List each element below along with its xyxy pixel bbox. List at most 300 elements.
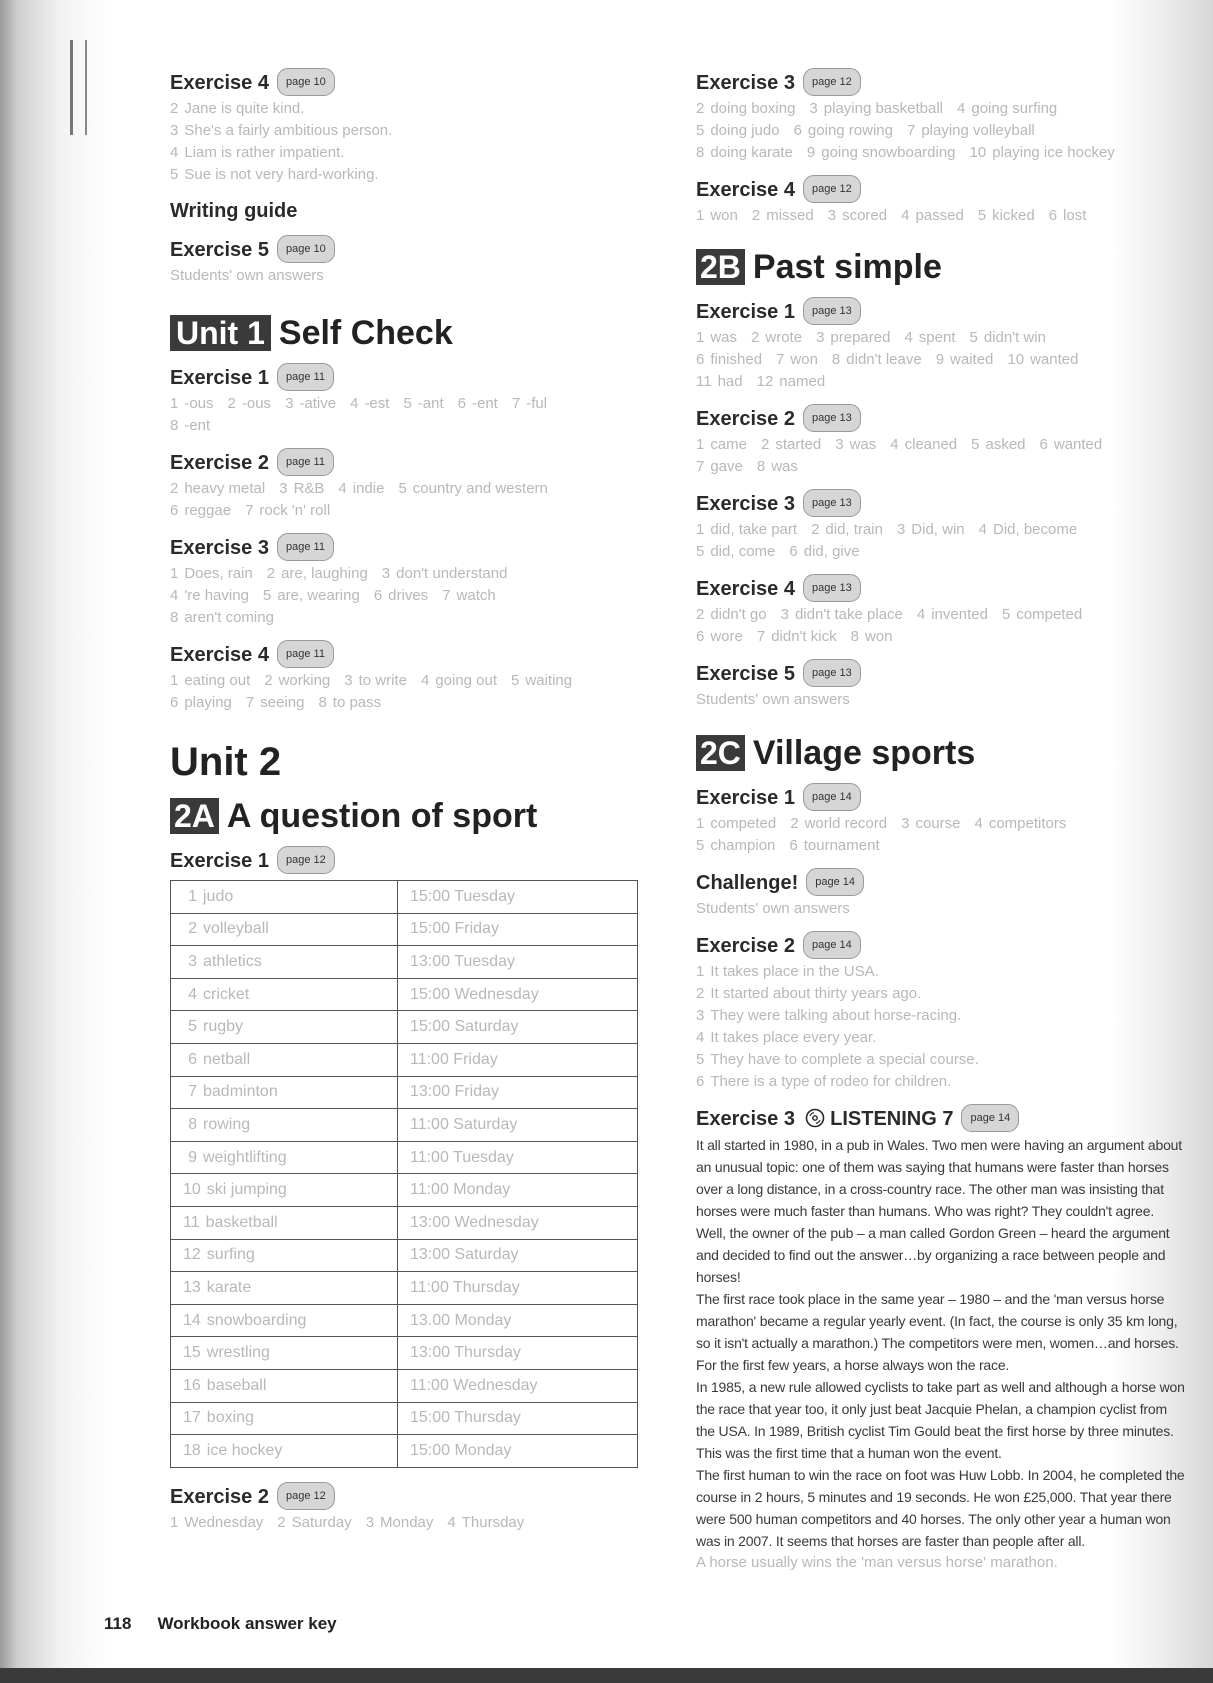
section-2b-exercise-5	[696, 661, 1186, 711]
answer-item	[170, 502, 231, 519]
time-cell: 11:00 Monday	[398, 1174, 638, 1207]
row-number: 5	[188, 1018, 197, 1036]
answer-text: lost	[1063, 207, 1087, 224]
answer-item	[344, 672, 407, 689]
answer-text: started	[775, 436, 822, 453]
answer-number: 7	[442, 587, 451, 604]
answer-text: playing volleyball	[921, 122, 1035, 139]
answer-text: eating out	[184, 672, 251, 689]
answer-item	[285, 395, 336, 412]
answer-text: country and western	[412, 480, 548, 497]
sport-name: badminton	[203, 1083, 278, 1101]
answer-number: 1	[170, 1513, 179, 1531]
answer-number: 3	[835, 436, 844, 453]
table-row	[171, 1272, 638, 1305]
answer-number: 4	[447, 1513, 456, 1531]
answer-item	[835, 436, 876, 453]
answer-item	[246, 694, 305, 711]
section-2a-exercise-1	[170, 848, 660, 1468]
unit-badge: Unit 1	[170, 315, 271, 351]
writing-guide-heading: Writing guide	[170, 200, 298, 222]
answer-text: -ous	[184, 395, 214, 412]
time-cell: 13:00 Tuesday	[398, 946, 638, 979]
answer-number: 2	[277, 1513, 286, 1531]
answer-number: 8	[850, 628, 859, 645]
answer-item	[957, 100, 1057, 117]
answer-number: 4	[696, 1029, 705, 1046]
answer-text: gave	[710, 458, 743, 475]
transcript-paragraph: The first human to win the race on foot was Huw Lobb. In 2004, he completed the course in 2 hours, 5 minutes and 19 seconds. He won £25,000. That year there were 500 human competitors and 40 horses. The only other year a human won was in 2007. It seems that horses are faster than people after all.	[696, 1467, 1185, 1549]
page-number: 118	[104, 1614, 132, 1633]
answer-text: spent	[918, 329, 956, 346]
table-row	[171, 1174, 638, 1207]
answer-item	[512, 395, 547, 412]
answer-number: 7	[696, 458, 705, 475]
exercise-title: Exercise 4	[696, 578, 795, 601]
answer-number: 6	[1039, 436, 1048, 453]
answer-number: 4	[170, 587, 179, 604]
answer-text: did, give	[803, 543, 860, 560]
answer-item	[890, 436, 957, 453]
exercise-title: Exercise 3	[696, 493, 795, 516]
answer-item	[974, 815, 1066, 832]
answer-number: 1	[170, 565, 179, 582]
answer-number: 7	[245, 694, 255, 711]
answer-text: playing basketball	[823, 100, 944, 117]
unit-title: Self Check	[278, 314, 453, 352]
answer-number: 3	[381, 565, 391, 582]
answer-number: 7	[756, 628, 766, 645]
page-pill: page 11	[277, 363, 334, 391]
answer-number: 2	[696, 606, 705, 623]
answer-number: 4	[916, 606, 926, 623]
sport-cell	[171, 1272, 398, 1305]
sport-cell	[171, 913, 398, 946]
exercise-title: Exercise 3	[696, 72, 795, 95]
sport-cell	[171, 881, 398, 914]
section-2b-heading	[696, 247, 1186, 287]
section-2b-exercise-4	[696, 576, 1186, 648]
answer-item	[816, 329, 890, 346]
listening-answer: A horse usually wins the 'man versus horse' marathon.	[696, 1554, 1058, 1571]
answer-number: 6	[789, 543, 798, 560]
answer-line	[170, 585, 660, 607]
unit2-title: Unit 2	[170, 740, 282, 784]
answer-item	[696, 543, 775, 560]
answer-number: 6	[170, 502, 179, 519]
answer-number: 6	[457, 395, 466, 412]
answer-item	[318, 694, 381, 711]
answer-number: 5	[403, 395, 412, 412]
answer-number: 5	[262, 587, 272, 604]
answer-number: 10	[1007, 351, 1025, 368]
page-pill: page 13	[803, 297, 861, 325]
page-pill: page 14	[803, 931, 861, 959]
answer-text: doing karate	[710, 144, 793, 161]
answer-text: going surfing	[971, 100, 1058, 117]
table-row	[171, 1402, 638, 1435]
section-2c-exercise-2	[696, 933, 1186, 1093]
sport-name: ice hockey	[206, 1441, 283, 1459]
answer-item	[458, 395, 498, 412]
answer-text: wore	[710, 628, 743, 645]
answer-text: invented	[931, 606, 988, 623]
answer-item	[811, 521, 883, 538]
answer-text: Thursday	[461, 1513, 525, 1531]
time-cell: 13:00 Wednesday	[398, 1206, 638, 1239]
answer-item	[170, 98, 660, 120]
answer-number: 1	[696, 521, 705, 538]
answer-number: 1	[170, 672, 179, 689]
table-row	[171, 1109, 638, 1142]
answer-number: 2	[751, 329, 760, 346]
answer-text: are, laughing	[281, 565, 368, 582]
page-pill: page 12	[803, 175, 861, 203]
section-2c-heading	[696, 733, 1186, 773]
row-number: 4	[188, 985, 197, 1003]
table-row	[171, 946, 638, 979]
answer-text: world record	[804, 815, 888, 832]
answer-number: 6	[789, 837, 798, 854]
answer-item	[751, 329, 802, 346]
answer-item	[970, 329, 1046, 346]
answer-line	[170, 563, 660, 585]
page-pill: page 13	[803, 404, 861, 432]
row-number: 15	[183, 1344, 201, 1362]
answer-text: champion	[710, 837, 776, 854]
answer-text: Saturday	[291, 1513, 352, 1531]
answer-item	[696, 606, 767, 623]
answer-line	[696, 813, 1186, 835]
answer-item	[170, 164, 660, 186]
section-title: A question of sport	[226, 797, 538, 835]
answer-text: working	[278, 672, 331, 689]
answer-number: 1	[696, 815, 705, 832]
answer-text: did, take part	[710, 521, 798, 538]
answer-line	[696, 519, 1186, 541]
answer-text: Did, become	[993, 521, 1078, 538]
answer-number: 2	[170, 100, 179, 117]
sport-cell	[171, 1174, 398, 1207]
answer-item	[511, 672, 572, 689]
answer-line	[696, 98, 1186, 120]
answer-text: passed	[915, 207, 964, 224]
answer-item	[398, 480, 547, 497]
answer-number: 9	[806, 144, 816, 161]
answer-text: didn't kick	[771, 628, 837, 645]
answer-item	[403, 395, 443, 412]
answer-line	[696, 541, 1186, 563]
time-cell: 11:00 Wednesday	[398, 1369, 638, 1402]
answer-line	[696, 626, 1186, 648]
answer-text: Monday	[380, 1513, 434, 1531]
answer-number: 1	[696, 963, 705, 980]
answer-item	[1040, 436, 1103, 453]
answer-item	[696, 1027, 1186, 1049]
answer-text: It started about thirty years ago.	[710, 985, 922, 1002]
transcript-paragraph: In 1985, a new rule allowed cyclists to take part as well and although a horse won the race that year too, it only just beat Jacquie Phelan, a champion cyclist from the USA. In 1989, British cyclist Tim Gould beat the first horse by three minutes. This was the first time that a human won the event.	[696, 1379, 1185, 1461]
answer-line	[170, 670, 660, 692]
sport-name: wrestling	[206, 1344, 270, 1362]
answer-line	[170, 692, 660, 714]
left-column	[170, 70, 660, 1547]
answer-item	[789, 837, 879, 854]
answer-number: 4	[978, 521, 987, 538]
answer-text: Sue is not very hard-working.	[184, 166, 379, 183]
answer-number: 2	[696, 985, 705, 1002]
answer-text: going out	[435, 672, 498, 689]
answer-text: don't understand	[396, 565, 508, 582]
sport-cell	[171, 1043, 398, 1076]
sport-cell	[171, 1109, 398, 1142]
answer-number: 3	[901, 815, 910, 832]
row-number: 2	[188, 920, 197, 938]
answer-text: -ent	[472, 395, 498, 412]
page-footer	[104, 1614, 337, 1634]
section-2b-exercise-3	[696, 491, 1186, 563]
table-row	[171, 1141, 638, 1174]
answer-text: doing judo	[710, 122, 780, 139]
answer-text: competitors	[988, 815, 1067, 832]
page-pill: page 12	[277, 1482, 335, 1510]
answer-number: 3	[279, 480, 288, 497]
answer-number: 6	[793, 122, 802, 139]
answer-number: 2	[790, 815, 799, 832]
answer-lines	[170, 98, 660, 186]
answer-number: 2	[227, 395, 236, 412]
answer-item	[696, 815, 776, 832]
answer-line	[696, 456, 1186, 478]
answer-item	[752, 207, 814, 224]
answer-item	[338, 480, 384, 497]
row-number: 8	[188, 1115, 197, 1133]
row-number: 13	[183, 1278, 201, 1296]
answer-text: She's a fairly ambitious person.	[184, 122, 393, 139]
row-number: 1	[188, 887, 197, 905]
answer-text: They were talking about horse-racing.	[710, 1007, 962, 1024]
answer-item	[277, 1514, 351, 1531]
answer-item	[170, 672, 250, 689]
time-cell: 13.00 Monday	[398, 1304, 638, 1337]
section-2a-exercise-2	[170, 1484, 660, 1534]
answer-number: 7	[245, 502, 254, 519]
answer-item	[979, 521, 1078, 538]
answer-number: 8	[756, 458, 766, 475]
exercise-title: Exercise 1	[170, 367, 269, 390]
answer-text: was	[710, 329, 738, 346]
row-number: 10	[183, 1181, 201, 1199]
sport-cell	[171, 1435, 398, 1468]
answer-item	[170, 120, 660, 142]
answer-number: 3	[344, 672, 353, 689]
page-pill: page 11	[277, 640, 334, 668]
answer-text: are, wearing	[277, 587, 360, 604]
section-title: Village sports	[752, 734, 976, 772]
answer-text: didn't win	[983, 329, 1046, 346]
sport-cell	[171, 1337, 398, 1370]
sport-cell	[171, 1369, 398, 1402]
answer-number: 6	[696, 628, 705, 645]
answer-number: 3	[827, 207, 837, 224]
sport-cell	[171, 1206, 398, 1239]
sport-name: weightlifting	[203, 1148, 287, 1166]
answer-number: 3	[896, 521, 906, 538]
answer-text: named	[779, 373, 826, 390]
exercise-title: Exercise 3	[696, 1108, 795, 1131]
page-pill: page 11	[277, 448, 334, 476]
exercise-4-page10	[170, 70, 660, 186]
answer-item	[170, 694, 232, 711]
answer-item	[696, 1005, 1186, 1027]
answer-line	[696, 371, 1186, 393]
answer-item	[382, 565, 508, 582]
answer-text: finished	[710, 351, 763, 368]
answer-item	[807, 144, 956, 161]
unit1-exercise-2	[170, 450, 660, 522]
answer-line	[170, 607, 660, 629]
sport-name: volleyball	[203, 920, 269, 938]
binding-edge	[70, 40, 87, 135]
answer-text: to pass	[332, 694, 382, 711]
page-pill: page 10	[277, 235, 335, 263]
answer-item	[776, 351, 818, 368]
answer-item	[447, 1514, 524, 1531]
time-cell: 11:00 Tuesday	[398, 1141, 638, 1174]
answer-item	[1002, 606, 1082, 623]
answer-number: 11	[696, 373, 712, 390]
answer-text: aren't coming	[184, 609, 274, 626]
right-column	[696, 70, 1186, 1587]
row-number: 12	[183, 1246, 201, 1264]
answer-number: 7	[906, 122, 916, 139]
answer-item	[170, 587, 249, 604]
answer-text: won	[710, 207, 738, 224]
answer-text: prepared	[830, 329, 891, 346]
time-cell: 15:00 Saturday	[398, 1011, 638, 1044]
page-pill: page 12	[277, 846, 335, 874]
sport-name: athletics	[203, 952, 262, 970]
unit1-exercise-4	[170, 642, 660, 714]
answer-number: 4	[170, 144, 179, 161]
answer-number: 2	[264, 672, 273, 689]
answer-text: was	[771, 458, 798, 475]
answer-line	[170, 478, 660, 500]
answer-line	[170, 500, 660, 522]
page-pill: page 14	[961, 1104, 1019, 1132]
sport-name: rugby	[203, 1018, 244, 1036]
answer-number: 4	[350, 395, 359, 412]
row-number: 11	[183, 1213, 200, 1231]
answer-text: -ative	[299, 395, 337, 412]
answer-text: asked	[985, 436, 1026, 453]
answer-number: 6	[170, 694, 179, 711]
answer-text: -est	[364, 395, 390, 412]
answer-text: watch	[456, 587, 496, 604]
row-number: 3	[188, 952, 197, 970]
scan-bottom-edge	[0, 1668, 1213, 1683]
section-2b-exercise-2	[696, 406, 1186, 478]
exercise-title: Exercise 5	[696, 663, 795, 686]
sport-name: judo	[203, 887, 234, 905]
footer-title: Workbook answer key	[157, 1614, 337, 1633]
answer-item	[781, 606, 903, 623]
section-2c-exercise-1	[696, 785, 1186, 857]
answer-number: 5	[1001, 606, 1011, 623]
answer-text: going rowing	[807, 122, 893, 139]
table-row	[171, 913, 638, 946]
answer-text: -ent	[184, 417, 211, 434]
answer-item	[696, 458, 743, 475]
sport-name: snowboarding	[206, 1311, 307, 1329]
answer-text: R&B	[293, 480, 325, 497]
answer-text: did, train	[825, 521, 883, 538]
answer-number: 8	[696, 144, 705, 161]
answer-text: seeing	[260, 694, 305, 711]
answer-number: 4	[904, 329, 913, 346]
answer-number: 6	[1048, 207, 1058, 224]
table-row	[171, 1337, 638, 1370]
answer-number: 5	[971, 436, 980, 453]
time-cell: 13:00 Thursday	[398, 1337, 638, 1370]
answer-item	[696, 837, 775, 854]
page-pill: page 10	[277, 68, 335, 96]
challenge	[696, 870, 1186, 920]
exercise-3-page12	[696, 70, 1186, 164]
answer-number: 5	[977, 207, 987, 224]
answer-number: 3	[780, 606, 789, 623]
table-row	[171, 1304, 638, 1337]
time-cell: 15:00 Friday	[398, 913, 638, 946]
exercise-title: Exercise 1	[696, 787, 795, 810]
answer-number: 1	[696, 207, 705, 224]
answer-item	[170, 565, 253, 582]
answer-item	[696, 207, 738, 224]
answer-number: 4	[420, 672, 430, 689]
sport-name: surfing	[206, 1246, 255, 1264]
answer-text: cleaned	[904, 436, 958, 453]
answer-number: 5	[696, 122, 705, 139]
answer-text: course	[915, 815, 961, 832]
section-2b-exercise-1	[696, 299, 1186, 393]
cd-icon	[805, 1108, 831, 1130]
answer-item	[828, 207, 887, 224]
answer-item	[696, 351, 762, 368]
answer-number: 4	[901, 207, 910, 224]
answer-item	[917, 606, 988, 623]
answer-item	[757, 373, 826, 390]
answer-number: 3	[285, 395, 294, 412]
answer-text: won	[790, 351, 818, 368]
page-pill: page 13	[803, 574, 861, 602]
answer-number: 8	[170, 417, 179, 434]
answer-number: 2	[761, 436, 770, 453]
exercise-title: Exercise 2	[696, 935, 795, 958]
time-cell: 11:00 Thursday	[398, 1272, 638, 1305]
answer-item	[790, 815, 887, 832]
answer-number: 5	[696, 837, 705, 854]
unit1-exercise-3	[170, 535, 660, 629]
sport-cell	[171, 946, 398, 979]
answer-item	[366, 1514, 434, 1531]
answer-number: 1	[696, 436, 705, 453]
answer-item	[978, 207, 1035, 224]
answer-text: indie	[352, 480, 385, 497]
answer-line	[170, 393, 660, 415]
answer-number: 5	[696, 543, 705, 560]
answer-number: 7	[776, 351, 785, 368]
answer-item	[170, 142, 660, 164]
sport-name: boxing	[206, 1409, 254, 1427]
